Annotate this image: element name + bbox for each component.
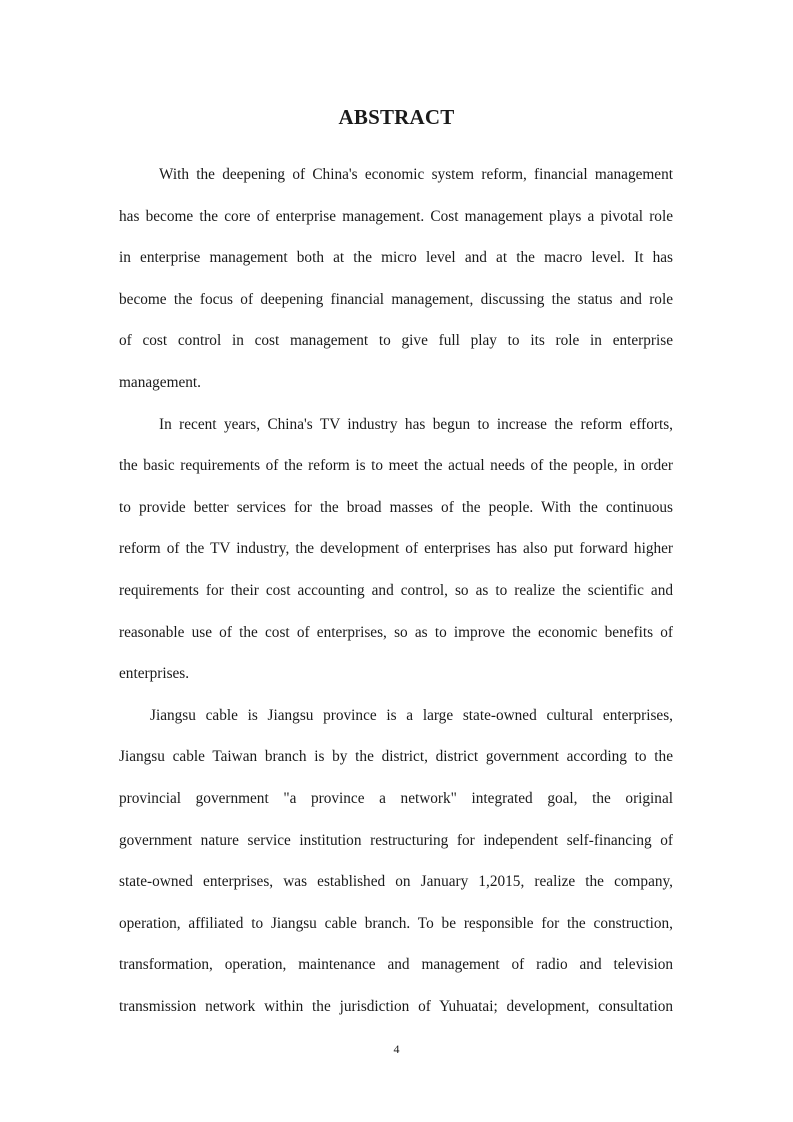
paragraph-2-line-1: In recent years, China's TV industry has begun to increase the reform efforts, (159, 415, 673, 433)
paragraph-1-line-6: management. (119, 373, 201, 391)
paragraph-3-line-2: Jiangsu cable Taiwan branch is by the district, district government according to the (119, 748, 673, 766)
paragraph-1-line-5: of cost control in cost management to give full play to its role in enterprise (119, 332, 673, 350)
paragraph-1-line-4: become the focus of deepening financial management, discussing the status and role (119, 290, 673, 308)
page-number: 4 (393, 1042, 400, 1056)
paragraph-1-line-1: With the deepening of China's economic system reform, financial management (159, 166, 673, 183)
paragraph-3-line-5: state-owned enterprises, was established on January 1,2015, realize the company, (119, 873, 673, 891)
paragraph-1-line-3: in enterprise management both at the micro level and at the macro level. It has (119, 249, 673, 267)
paragraph-2-line-4: reform of the TV industry, the development of enterprises has also put forward higher (119, 540, 673, 558)
abstract-body (119, 154, 673, 1027)
paragraph-3-line-6: operation, affiliated to Jiangsu cable branch. To be responsible for the construction, (119, 914, 673, 932)
paragraph-2-line-6: reasonable use of the cost of enterprises, so as to improve the economic benefits of (119, 623, 673, 641)
paragraph-2-line-5: requirements for their cost accounting and control, so as to realize the scientific and (119, 581, 673, 599)
paragraph-3-line-1: Jiangsu cable is Jiangsu province is a large state-owned cultural enterprises, (150, 706, 673, 724)
paragraph-3-line-8: transmission network within the jurisdiction of Yuhuatai; development, consultation (119, 997, 673, 1015)
paragraph-2-line-2: the basic requirements of the reform is to meet the actual needs of the people, in order (119, 457, 673, 475)
paragraph-3-line-7: transformation, operation, maintenance and management of radio and television (119, 956, 673, 974)
paragraph-2-line-3: to provide better services for the broad masses of the people. With the continuous (119, 498, 673, 516)
paragraph-3-line-4: government nature service institution restructuring for independent self-financing of (119, 831, 673, 849)
paragraph-3-line-3: provincial government "a province a network" integrated goal, the original (119, 789, 673, 807)
paragraph-1-line-2: has become the core of enterprise management. Cost management plays a pivotal role (119, 207, 673, 225)
abstract-title: ABSTRACT (338, 105, 455, 129)
paragraph-2-line-7: enterprises. (119, 665, 190, 683)
